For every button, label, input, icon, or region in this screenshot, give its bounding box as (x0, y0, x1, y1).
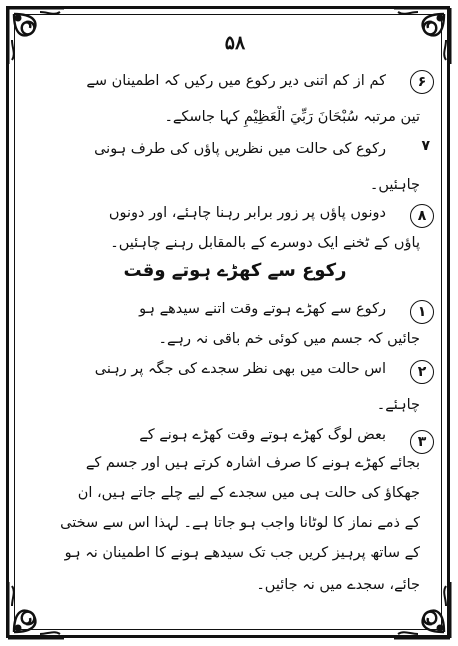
item-number-badge: ۲ (410, 360, 434, 384)
item-line: اس حالت میں بھی نظر سجدے کی جگہ پر رہنی (94, 361, 386, 377)
item-line: چاہئیں۔ (369, 177, 420, 193)
item-line: جھکاؤ کی حالت ہی میں سجدے کے لیے چلے جاتے ہیں، ان (77, 485, 420, 501)
item-line: جائیں کہ جسم میں کوئی خم باقی نہ رہے۔ (158, 331, 420, 347)
item-number-badge: ۳ (410, 430, 434, 454)
item-line: بجائے کھڑے ہونے کا صرف اشارہ کرتے ہیں اور جسم کے (85, 455, 420, 471)
item-line: کے ذمے نماز کا لوٹانا واجب ہو جاتا ہے۔ لہذا اس سے سختی (60, 515, 420, 531)
page-number: ۵۸ (224, 32, 246, 54)
item-line: کے ساتھ پرہیز کریں جب تک سیدھے ہونے کا اطمینان نہ ہو (64, 545, 420, 561)
page-content (50, 28, 430, 618)
item-line: پاؤں کے ٹخنے ایک دوسرے کے بالمقابل رہنے چاہئیں۔ (110, 235, 420, 251)
item-number: ۷ (421, 138, 430, 154)
item-number-badge: ۶ (410, 70, 434, 94)
item-line: رکوع کی حالت میں نظریں پاؤں کی طرف ہونی (94, 141, 386, 157)
section-heading: رکوع سے کھڑے ہوتے وقت (123, 260, 347, 281)
item-line: تین مرتبہ سُبْحَانَ رَبِّيَ الْعَظِيْمِ کہا جاسکے۔ (164, 109, 420, 125)
item-number-badge: ۸ (410, 204, 434, 228)
item-line: رکوع سے کھڑے ہوتے وقت اتنے سیدھے ہو (139, 301, 386, 317)
item-line: دونوں پاؤں پر زور برابر رہنا چاہئے، اور دونوں (108, 205, 386, 221)
item-line: جائے، سجدے میں نہ جائیں۔ (256, 577, 420, 593)
item-line: بعض لوگ کھڑے ہوتے وقت کھڑے ہونے کے (139, 427, 386, 443)
item-line: چاہئے۔ (376, 397, 420, 413)
item-line: کم از کم اتنی دیر رکوع میں رکیں کہ اطمینان سے (86, 73, 386, 89)
item-number-badge: ۱ (410, 300, 434, 324)
